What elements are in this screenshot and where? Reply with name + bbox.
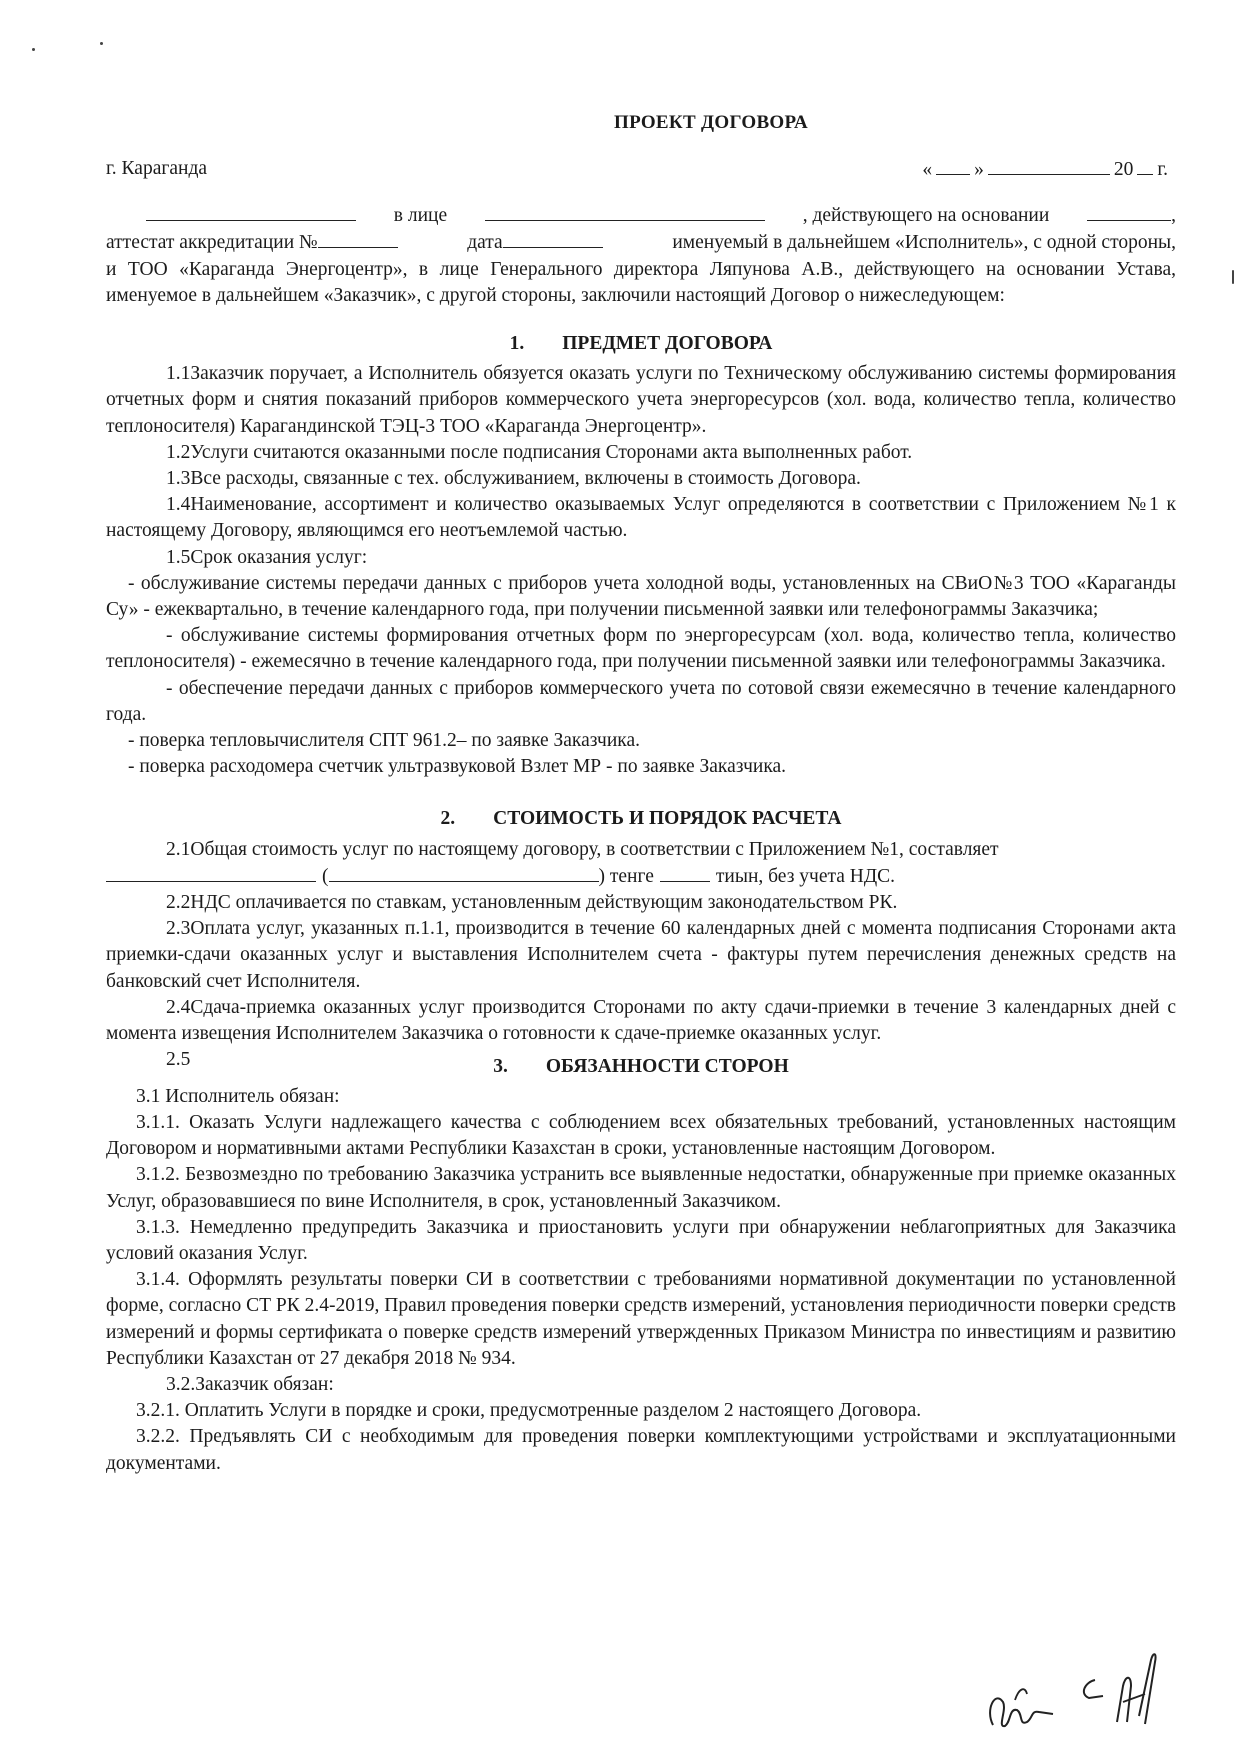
clause-text: Услуги считаются оказанными после подписания Сторонами акта выполненных работ. [190,441,913,463]
line1-comma: , [1171,205,1176,227]
service-term-item: - обслуживание системы передачи данных с приборов учета холодной воды, установленных на СВиО№3 ТОО «Караганды Су» - ежеквартально, в течение календарного года, при получении письменной заявки или телефонограммы Заказчика; [106,572,1176,621]
scan-speck [100,42,103,45]
section-2-title: СТОИМОСТЬ И ПОРЯДОК РАСЧЕТА [493,808,842,830]
clause-text: Наименование, ассортимент и количество оказываемых Услуг определяются в соответствии с Приложением №1 к настоящему Договору, являющимся его неотъемлемой частью. [106,494,1176,542]
service-term-item: - обеспечение передачи данных с приборов коммерческого учета по сотовой связи ежемесячно в течение календарного года. [106,677,1176,725]
service-term-item: - поверка расходомера счетчик ультразвуковой Взлет МР - по заявке Заказчика. [128,756,787,778]
accreditation-label: аттестат аккредитации № [106,232,318,254]
accreditation-date-label: дата [467,232,503,254]
contractor-name-blank [146,202,356,221]
contract-page [106,110,1176,1477]
clause-2-2 [106,890,1176,916]
clause-text: Общая стоимость услуг по настоящему договору, в соответствии с Приложением №1, составляет [190,838,999,860]
scan-speck [1232,270,1234,284]
preamble-line-2 [106,229,1176,256]
clause-number: 2.2 [166,892,191,914]
city: г. Караганда [106,158,208,180]
clause-text: Все расходы, связанные с тех. обслуживанием, включены в стоимость Договора. [190,468,861,490]
clause-text: Заказчик обязан: [195,1373,334,1395]
clause-number: 2.4 [166,996,191,1018]
preamble-line-1 [106,202,1176,229]
document-title: ПРОЕКТ ДОГОВОРА [613,112,809,133]
clause-number: 1.1 [166,363,191,385]
clause-text: Срок оказания услуг: [190,546,368,568]
year-prefix: 20 [1113,159,1134,181]
price-amount-line [106,863,1176,890]
place-date-row [106,156,1176,182]
price-words-blank [329,863,599,882]
clause-number: 1.5 [166,546,191,568]
basis-blank [1087,202,1171,221]
day-blank [936,156,970,175]
preamble [106,202,1176,309]
date-close-quote: » [974,159,984,181]
representative-blank [485,202,765,221]
clause-3-1-4: 3.1.4. Оформлять результаты поверки СИ в соответствии с требованиями нормативной документации по установленной форме, согласно СТ РК 2.4-2019, Правил проведения поверки средств измерений, установления периодичности поверки средств измерений и формы сертификата о поверке средств измерений утвержденных Приказом Министра по инвестициям и развитию Республики Казахстан от 27 декабря 2018 № 934. [106,1269,1176,1369]
clause-2-1 [106,837,1176,863]
tenge-label: ) тенге [598,865,654,887]
tiyn-blank [660,863,710,882]
clause-1-3 [106,466,1176,492]
clause-1-2 [106,440,1176,466]
clause-text: Заказчик поручает, а Исполнитель обязуется оказать услуги по Техническому обслуживанию системы формирования отчетных форм и снятия показаний приборов коммерческого учета энергоресурсов (хол. вода, количество тепла, количество теплоносителя) Карагандинской ТЭЦ-3 ТОО «Караганда Энергоцентр». [106,363,1176,437]
section-1-number: 1. [509,333,525,355]
clause-1-1 [106,361,1176,440]
accreditation-date-blank [503,229,603,248]
clause-number: 1.3 [166,468,191,490]
clause-3-2-2: 3.2.2. Предъявлять СИ с необходимым для проведения поверки комплектующими устройствами и эксплуатационными документами. [106,1426,1176,1474]
clause-number: 3.2. [166,1373,196,1395]
clause-1-4 [106,492,1176,544]
contract-date [922,156,1168,182]
accreditation-number-blank [318,229,398,248]
clause-2-4 [106,995,1176,1047]
scan-speck [32,48,35,51]
date-open-quote: « [922,159,933,181]
clause-3-1-2: 3.1.2. Безвозмездно по требованию Заказчика устранить все выявленные недостатки, обнаруженные при приемке оказанных Услуг, образовавшиеся по вине Исполнителя, в срок, установленный Заказчиком. [106,1164,1176,1212]
year-suffix: г. [1157,159,1168,181]
section-3-title: ОБЯЗАННОСТИ СТОРОН [545,1055,789,1077]
section-3-heading [106,1054,1176,1080]
price-open-paren: ( [322,865,329,887]
contractor-designation: именуемый в дальнейшем «Исполнитель», с одной стороны, [672,232,1176,254]
month-blank [988,156,1110,175]
section-2-heading [106,806,1176,832]
clause-text: НДС оплачивается по ставкам, установленным действующим законодательством РК. [190,892,898,914]
price-digits-blank [106,863,316,882]
clause-3-1-3: 3.1.3. Немедленно предупредить Заказчика и приостановить услуги при обнаружении неблагоприятных для Заказчика условий оказания Услуг. [106,1216,1176,1264]
clause-1-5 [106,545,1176,571]
clause-number: 2.5 [166,1049,191,1071]
preamble-rest: и ТОО «Караганда Энергоцентр», в лице Генерального директора Ляпунова А.В., действующего на основании Устава, именуемое в дальнейшем «Заказчик», с другой стороны, заключили настоящий Договор о нижеследующем: [106,258,1176,306]
clause-3-1: 3.1 Исполнитель обязан: [136,1085,340,1107]
in-face-label: в лице [393,205,448,227]
tiyn-label: тиын, без учета НДС. [715,865,896,887]
handwritten-signatures [975,1630,1175,1740]
year-blank [1137,156,1153,175]
clause-number: 1.4 [166,494,191,516]
clause-3-2 [106,1372,1176,1398]
clause-number: 1.2 [166,441,191,463]
section-1-title: ПРЕДМЕТ ДОГОВОРА [562,333,773,355]
section-3-number: 3. [493,1055,508,1077]
acting-label: , действующего на основании [802,205,1050,227]
service-term-item: - обслуживание системы формирования отчетных форм по энергоресурсам (хол. вода, количество тепла, количество теплоносителя) - ежемесячно в течение календарного года, при получении письменной заявки или телефонограммы Заказчика. [106,625,1176,673]
section-1-heading [106,331,1176,357]
section-2-number: 2. [440,808,456,830]
clause-3-1-1: 3.1.1. Оказать Услуги надлежащего качества с соблюдением всех обязательных требований, установленных настоящим Договором и нормативными актами Республики Казахстан в сроки, установленные настоящим Договором. [106,1111,1176,1160]
service-term-item: - поверка тепловычислителя СПТ 961.2– по заявке Заказчика. [128,730,640,752]
clause-text: Сдача-приемка оказанных услуг производится Сторонами по акту сдачи-приемки в течение 3 календарных дней с момента извещения Исполнителем Заказчика о готовности к сдаче-приемке оказанных услуг. [106,996,1176,1045]
clause-number: 2.1 [166,838,191,860]
clause-text: Оплата услуг, указанных п.1.1, производится в течение 60 календарных дней с момента подписания Сторонами акта приемки-сдачи оказанных услуг и выставления Исполнителем счета - фактуры путем перечисления денежных средств на банковский счет Исполнителя. [106,918,1176,992]
clause-3-2-1: 3.2.1. Оплатить Услуги в порядке и сроки, предусмотренные разделом 2 настоящего Договора. [136,1400,922,1422]
clause-2-3 [106,916,1176,995]
clause-number: 2.3 [166,918,191,940]
